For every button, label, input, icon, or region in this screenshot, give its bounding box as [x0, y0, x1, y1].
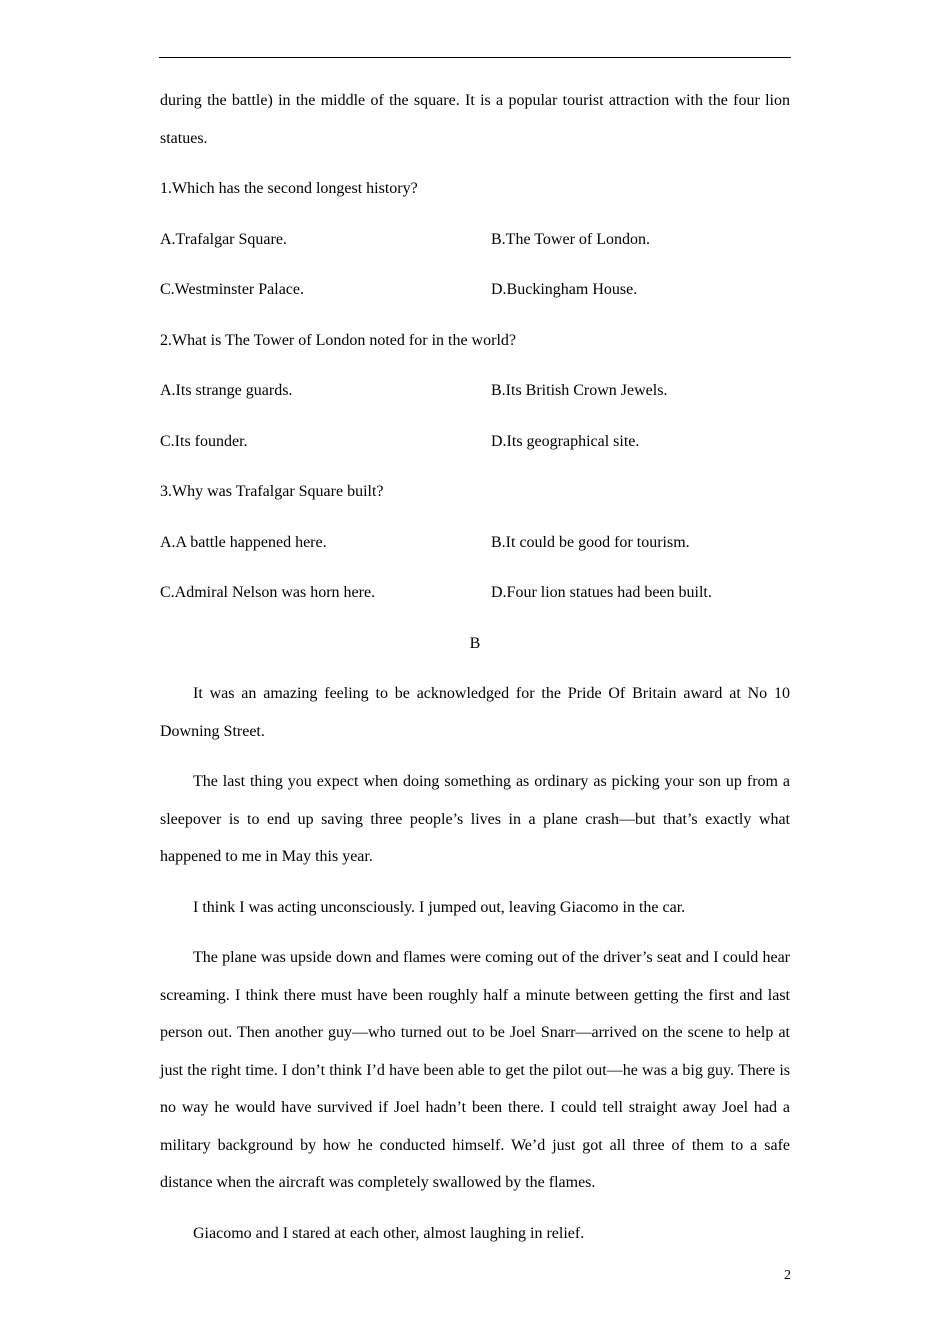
question-1-option-a: A.Trafalgar Square.: [160, 230, 287, 248]
question-3-option-c: C.Admiral Nelson was horn here.: [160, 584, 376, 601]
question-1-option-d: D.Buckingham House.: [491, 281, 638, 298]
question-2-option-d: D.Its geographical site.: [491, 432, 640, 450]
passage-b-paragraph-5: Giacomo and I stared at each other, almost laughing in relief.: [193, 1224, 585, 1242]
question-1-option-c: C.Westminster Palace.: [160, 281, 305, 298]
passage-a-continuation: during the battle) in the middle of the square. It is a popular tourist attraction with the four lion statues.: [160, 92, 790, 147]
question-3-options-row-2: [160, 574, 790, 612]
question-3-options-row-1: [160, 524, 790, 562]
page-content: [160, 82, 790, 1265]
passage-b-paragraph-1: It was an amazing feeling to be acknowledged for the Pride Of Britain award at No 10 Downing Street.: [160, 685, 790, 740]
question-1-options-row-1: [160, 221, 790, 259]
passage-b-paragraph-4: The plane was upside down and flames were coming out of the driver’s seat and I could hear screaming. I think there must have been roughly half a minute between getting the first and last person out. Then another guy—who turned out to be Joel Snarr—arrived on the scene to help at just the right time. I don’t think I’d have been able to get the pilot out—he was a big guy. There is no way he would have survived if Joel hadn’t been there. I could tell straight away Joel had a military background by how he conducted himself. We’d just got all three of them to a safe distance when the aircraft was completely swallowed by the flames.: [160, 949, 790, 1191]
question-3-option-a: A.A battle happened here.: [160, 533, 327, 551]
question-2-option-a: A.Its strange guards.: [160, 382, 293, 399]
question-1-stem: 1.Which has the second longest history?: [160, 180, 418, 197]
question-3-option-b: B.It could be good for tourism.: [491, 533, 690, 551]
section-b-heading: B: [469, 634, 481, 652]
question-1-option-b: B.The Tower of London.: [491, 230, 650, 248]
header-rule: [159, 57, 791, 58]
question-2-option-c: C.Its founder.: [160, 432, 248, 450]
question-2-option-b: B.Its British Crown Jewels.: [491, 382, 668, 399]
question-2-options-row-2: [160, 423, 790, 461]
passage-b-paragraph-2: The last thing you expect when doing something as ordinary as picking your son up from a sleepover is to end up saving three people’s lives in a plane crash—but that’s exactly what happened to me in May this year.: [160, 773, 790, 865]
question-3-option-d: D.Four lion statues had been built.: [491, 584, 712, 601]
page-number: 2: [784, 1268, 791, 1283]
passage-b-paragraph-3: I think I was acting unconsciously. I jumped out, leaving Giacomo in the car.: [193, 898, 686, 916]
question-1-options-row-2: [160, 271, 790, 309]
question-2-stem: 2.What is The Tower of London noted for in the world?: [160, 331, 516, 349]
question-2-options-row-1: [160, 372, 790, 410]
question-3-stem: 3.Why was Trafalgar Square built?: [160, 483, 384, 500]
